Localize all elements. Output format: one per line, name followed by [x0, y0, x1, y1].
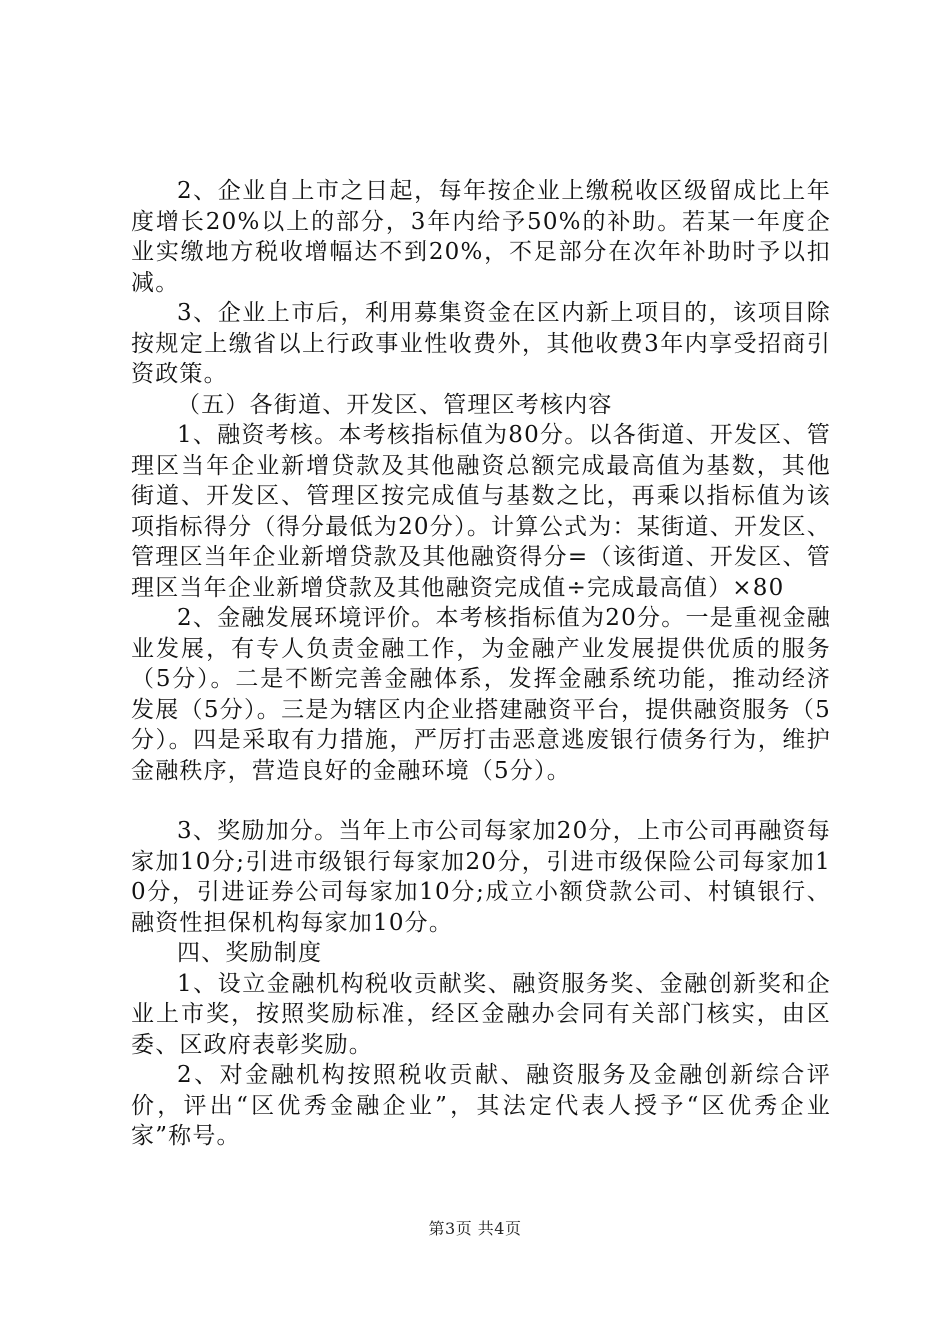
paragraph-environment-evaluation: 2、金融发展环境评价。本考核指标值为20分。一是重视金融业发展，有专人负责金融工作，为金融产业发展提供优质的服务（5分）。二是不断完善金融体系，发挥金融系统功能，推动经济发展（5分）。三是为辖区内企业搭建融资平台，提供融资服务（5分）。四是采取有力措施，严厉打击恶意逃废银行债务行为，维护金融秩序，营造良好的金融环境（5分）。: [131, 605, 831, 784]
paragraph-excellent-enterprise: 2、对金融机构按照税收贡献、融资服务及金融创新综合评价，评出“区优秀金融企业”，其法定代表人授予“区优秀企业家”称号。: [131, 1062, 831, 1149]
section-heading-assessment: （五）各街道、开发区、管理区考核内容: [177, 391, 613, 418]
page-footer: [0, 1216, 950, 1239]
paragraph-spacer: [131, 786, 831, 816]
section-heading-reward-system: 四、奖励制度: [177, 940, 323, 966]
paragraph-fundraising-projects: 3、企业上市后，利用募集资金在区内新上项目的，该项目除按规定上缴省以上行政事业性收费外，其他收费3年内享受招商引资政策。: [131, 300, 831, 387]
paragraph-financing-assessment: 1、融资考核。本考核指标值为80分。以各街道、开发区、管理区当年企业新增贷款及其他融资总额完成最高值为基数，其他街道、开发区、管理区按完成值与基数之比，再乘以指标值为该项指标得分（得分最低为20分）。计算公式为：某街道、开发区、管理区当年企业新增贷款及其他融资得分=（该街道、开发区、管理区当年企业新增贷款及其他融资完成值÷完成最高值）×80: [131, 422, 831, 601]
page-number-label: 第3页 共4页: [428, 1219, 522, 1238]
document-body: [131, 176, 831, 1152]
paragraph-listing-subsidy: 2、企业自上市之日起，每年按企业上缴税收区级留成比上年度增长20%以上的部分，3年内给予50%的补助。若某一年度企业实缴地方税收增幅达不到20%，不足部分在次年补助时予以扣减。: [131, 178, 831, 296]
paragraph-reward-awards: 1、设立金融机构税收贡献奖、融资服务奖、金融创新奖和企业上市奖，按照奖励标准，经区金融办会同有关部门核实，由区委、区政府表彰奖励。: [131, 970, 831, 1058]
paragraph-bonus-points: 3、奖励加分。当年上市公司每家加20分，上市公司再融资每家加10分;引进市级银行每家加20分，引进市级保险公司每家加10分，引进证券公司每家加10分;成立小额贷款公司、村镇银行、融资性担保机构每家加10分。: [131, 818, 831, 936]
